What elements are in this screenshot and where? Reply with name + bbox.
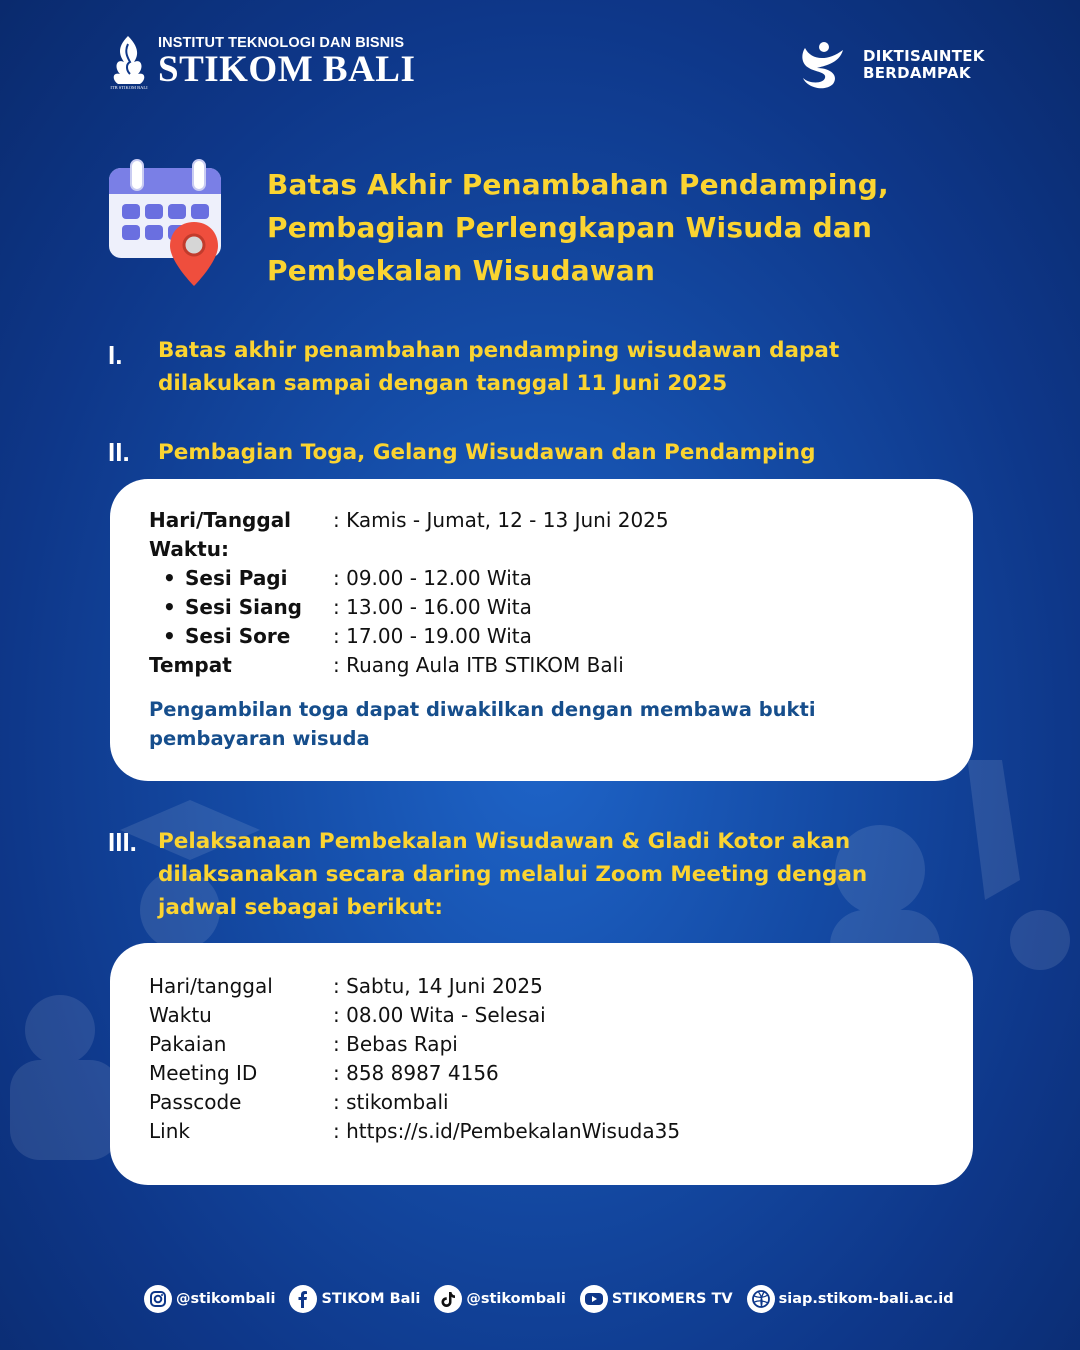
row-label: Waktu — [149, 1003, 212, 1027]
meeting-link[interactable]: : https://s.id/PembekalanWisuda35 — [333, 1119, 681, 1143]
bullet-icon: • — [163, 566, 176, 590]
row-label: Link — [149, 1119, 190, 1143]
section-3-line-3: jadwal sebagai berikut: — [158, 895, 443, 920]
info-row-session-evening — [149, 622, 973, 651]
section-1-line-1: Batas akhir penambahan pendamping wisudawan dapat — [158, 338, 840, 363]
svg-text:ITB STIKOM BALI: ITB STIKOM BALI — [110, 85, 148, 90]
bullet-icon: • — [163, 595, 176, 619]
stikom-bali-logo — [106, 34, 415, 90]
title-line-1: Batas Akhir Penambahan Pendamping, — [267, 168, 889, 201]
diktisaintek-emblem-icon — [797, 38, 851, 92]
row-label: Passcode — [149, 1090, 242, 1114]
row-label: Waktu: — [149, 537, 229, 561]
info-row-place — [149, 651, 973, 680]
flame-logo-icon — [106, 34, 152, 90]
distribution-info-card — [110, 479, 973, 781]
meeting-row-link — [149, 1117, 973, 1146]
footer-label: @stikombali — [466, 1291, 566, 1307]
info-row-session-morning — [149, 564, 973, 593]
calendar-location-icon — [106, 156, 228, 290]
row-value: : 08.00 Wita - Selesai — [333, 1003, 546, 1027]
institution-name: STIKOM BALI — [158, 49, 416, 90]
row-label — [149, 622, 333, 651]
footer-label: STIKOM Bali — [321, 1291, 421, 1307]
info-row-time-heading — [149, 535, 973, 564]
footer-label: siap.stikom-bali.ac.id — [778, 1291, 954, 1307]
row-label-text: Sesi Sore — [185, 624, 291, 648]
row-label — [149, 564, 333, 593]
row-label: Meeting ID — [149, 1061, 258, 1085]
institution-subtitle: INSTITUT TEKNOLOGI DAN BISNIS — [158, 35, 405, 51]
row-label-text: Sesi Pagi — [185, 566, 288, 590]
footer-label: @stikombali — [176, 1291, 276, 1307]
row-value: : 17.00 - 19.00 Wita — [333, 624, 532, 648]
row-value: : 858 8987 4156 — [333, 1061, 499, 1085]
partner-line-1: DIKTISAINTEK — [863, 47, 985, 65]
row-value: : 13.00 - 16.00 Wita — [333, 595, 532, 619]
row-value: : 09.00 - 12.00 Wita — [333, 566, 532, 590]
meeting-row-attire — [149, 1030, 973, 1059]
row-value: : Ruang Aula ITB STIKOM Bali — [333, 653, 624, 677]
section-1-line-2: dilakukan sampai dengan tanggal 11 Juni 2025 — [158, 371, 728, 396]
title-line-2: Pembagian Perlengkapan Wisuda dan — [267, 211, 873, 244]
footer-instagram[interactable] — [144, 1285, 275, 1313]
info-row-session-afternoon — [149, 593, 973, 622]
row-value: : stikombali — [333, 1090, 449, 1114]
row-label: Hari/Tanggal — [149, 508, 292, 532]
social-footer — [144, 1285, 968, 1313]
page-title — [267, 163, 967, 292]
row-value: : Bebas Rapi — [333, 1032, 458, 1056]
row-value: : Sabtu, 14 Juni 2025 — [333, 974, 543, 998]
section-1-text — [158, 334, 839, 400]
info-row-date — [149, 506, 973, 535]
row-label: Pakaian — [149, 1032, 227, 1056]
row-label: Tempat — [149, 653, 232, 677]
facebook-icon — [289, 1285, 317, 1313]
diktisaintek-logo — [797, 38, 985, 92]
section-3-text — [158, 825, 867, 924]
meeting-row-time — [149, 1001, 973, 1030]
partner-line-2: BERDAMPAK — [863, 64, 971, 82]
footer-label: STIKOMERS TV — [611, 1291, 733, 1307]
section-2-heading: Pembagian Toga, Gelang Wisudawan dan Pendamping — [158, 440, 816, 465]
section-1-number: I. — [108, 340, 123, 370]
section-2-number: II. — [108, 437, 130, 467]
footer-youtube[interactable] — [580, 1285, 733, 1313]
row-value: : Kamis - Jumat, 12 - 13 Juni 2025 — [333, 508, 669, 532]
section-3-line-2: dilaksanakan secara daring melalui Zoom Meeting dengan — [158, 862, 868, 887]
meeting-row-date — [149, 972, 973, 1001]
title-line-3: Pembekalan Wisudawan — [267, 254, 656, 287]
row-label: Hari/tanggal — [149, 974, 273, 998]
row-label-text: Sesi Siang — [185, 595, 303, 619]
zoom-meeting-card — [110, 943, 973, 1185]
instagram-icon — [144, 1285, 172, 1313]
youtube-icon — [580, 1285, 608, 1313]
note-line-2: pembayaran wisuda — [149, 727, 370, 750]
globe-icon — [747, 1285, 775, 1313]
section-3-line-1: Pelaksanaan Pembekalan Wisudawan & Gladi Kotor akan — [158, 829, 851, 854]
row-label — [149, 593, 333, 622]
tiktok-icon — [434, 1285, 462, 1313]
footer-tiktok[interactable] — [434, 1285, 565, 1313]
footer-facebook[interactable] — [289, 1285, 420, 1313]
meeting-row-passcode — [149, 1088, 973, 1117]
footer-website[interactable] — [747, 1285, 954, 1313]
section-3-number: III. — [108, 827, 137, 857]
note-line-1: Pengambilan toga dapat diwakilkan dengan membawa bukti — [149, 698, 816, 721]
bullet-icon: • — [163, 624, 176, 648]
meeting-row-id — [149, 1059, 973, 1088]
pickup-note — [149, 695, 973, 753]
